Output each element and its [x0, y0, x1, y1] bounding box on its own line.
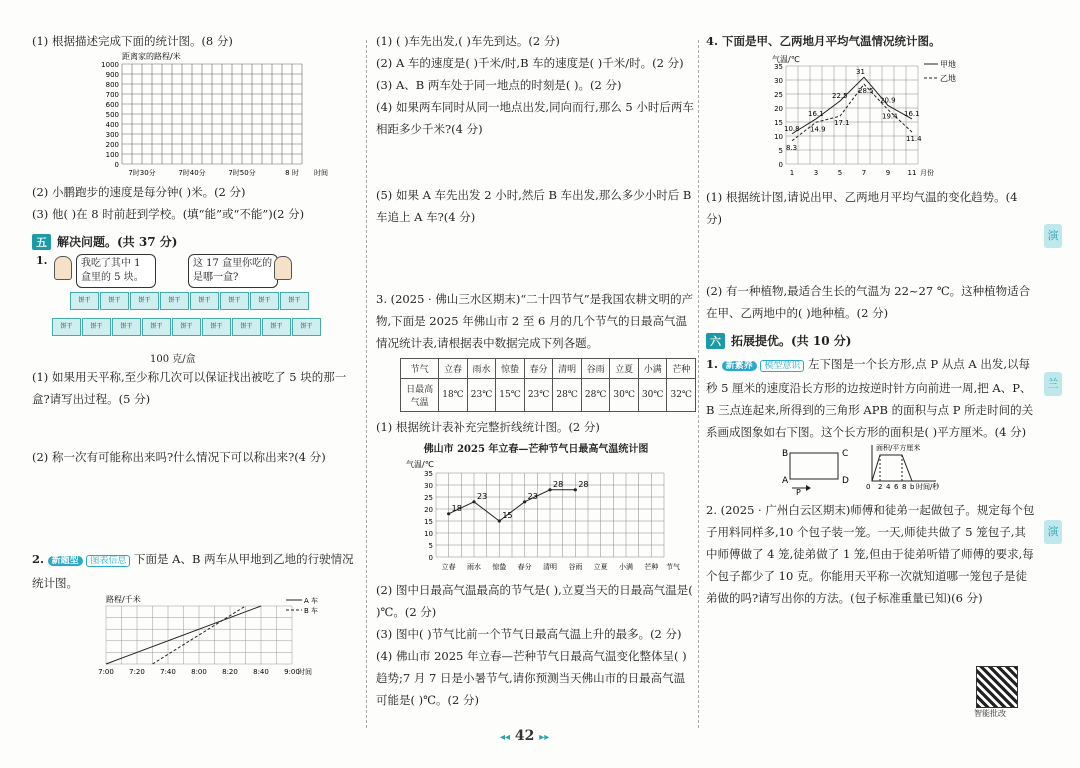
prev-arrow-icon: ◂◂	[500, 732, 511, 743]
table-cell: 28℃	[581, 379, 610, 412]
table-cell: 28℃	[553, 379, 582, 412]
problem-number: 2.	[32, 552, 45, 566]
cookie-box: 饼干	[292, 318, 321, 336]
cookie-box: 饼干	[202, 318, 231, 336]
x-tick: 5	[837, 169, 843, 177]
problem-text: 左下图是一个长方形,点 P 从点 A 出发,以每秒 5 厘米的速度沿长方形的边按逆时针方向前进一周,把 A、P、B 三点连起来,所得到的三角形 APB 的面积与点 P 所走时间的关系画成图象如右下图。这个长方形的面积是( )平方厘米。(4 分)	[706, 357, 1034, 439]
section-badge: 五	[32, 234, 51, 250]
area-tick: 4	[886, 483, 891, 491]
x-tick: 11	[907, 169, 917, 177]
question-text: (1) 如果用天平称,至少称几次可以保证找出被吃了 5 块的那一盒?请写出过程。(5 分)	[32, 370, 347, 406]
y-tick: 25	[424, 494, 433, 502]
table-cell: 23℃	[467, 379, 496, 412]
y-tick: 800	[105, 81, 119, 89]
y-tick: 100	[105, 151, 119, 159]
x-tick: 1	[789, 169, 795, 177]
problem-text: 下面是 A、B 两车从甲地到乙地的行驶情况统计图。	[32, 552, 354, 590]
x-tick: 9:00	[284, 668, 300, 676]
problem-text: 4. 下面是甲、乙两地月平均气温情况统计图。	[706, 34, 941, 48]
y-tick: 10	[774, 133, 783, 141]
x-tick: 8:20	[222, 668, 238, 676]
column-right	[706, 30, 1036, 718]
page-number: 42	[514, 728, 535, 744]
question-text: (3) 他( )在 8 时前赶到学校。(填“能”或“不能”)(2 分)	[32, 207, 305, 221]
axis-label: 节气	[666, 563, 680, 571]
y-tick: 900	[105, 71, 119, 79]
axis-label: 时间	[298, 668, 312, 676]
x-tick: 7:20	[129, 668, 145, 676]
cookie-illustration	[32, 254, 360, 366]
cookie-box: 饼干	[190, 292, 219, 310]
data-label: 28	[578, 479, 589, 489]
qr-code-icon	[976, 666, 1018, 708]
cookie-box: 饼干	[52, 318, 81, 336]
question-text: (1) 根据统计图,请说出甲、乙两地月平均气温的变化趋势。(4 分)	[706, 190, 1018, 226]
question-text: (4) 如果两车同时从同一地点出发,同向而行,那么 5 小时后两车相距多少千米?(4 分)	[376, 100, 694, 136]
table-header-cell: 节气	[401, 359, 439, 379]
cookie-box: 饼干	[82, 318, 111, 336]
x-tick: 惊蛰	[492, 563, 507, 571]
jia-label: 10.8	[784, 124, 800, 133]
x-tick: 小满	[619, 563, 633, 571]
table-cell: 30℃	[638, 379, 667, 412]
qr-label: 智能批改	[974, 709, 1006, 718]
data-point	[523, 500, 526, 503]
x-tick: 7时40分	[178, 169, 206, 177]
data-label: 23	[527, 491, 538, 501]
table-header-cell: 惊蛰	[496, 359, 525, 379]
yi-label: 8.3	[786, 143, 798, 152]
rect-label-c: C	[842, 449, 849, 459]
box-weight: 100 克/盒	[150, 354, 196, 365]
x-tick: 7:40	[160, 668, 176, 676]
x-tick: 立夏	[593, 563, 608, 571]
table-cell: 30℃	[610, 379, 639, 412]
area-tick: 2	[878, 483, 883, 491]
y-tick: 1000	[101, 61, 119, 69]
section-header	[32, 233, 360, 250]
y-tick: 700	[105, 91, 119, 99]
question-text: (2) 小鹏跑步的速度是每分钟( )米。(2 分)	[32, 185, 246, 199]
legend-a: A 车	[304, 597, 319, 605]
yi-label: 28.5	[858, 87, 874, 96]
y-tick: 300	[105, 131, 119, 139]
rect-label-d: D	[842, 476, 849, 486]
x-tick: 8:00	[191, 668, 207, 676]
question-text: (2) 称一次有可能称出来吗?什么情况下可以称出来?(4 分)	[32, 450, 326, 464]
question-text: (2) A 车的速度是( )千米/时,B 车的速度是( )千米/时。(2 分)	[376, 56, 684, 70]
table-header-cell: 雨水	[467, 359, 496, 379]
y-tick: 200	[105, 141, 119, 149]
column-middle	[376, 30, 696, 711]
girl-figure-icon	[54, 256, 72, 280]
cookie-box: 饼干	[130, 292, 159, 310]
tag-new-type: 新题型	[48, 556, 83, 566]
temperature-table	[400, 358, 696, 412]
jia-label: 16.1	[904, 109, 920, 118]
problem-number: 1.	[36, 254, 48, 267]
data-point	[472, 500, 475, 503]
x-tick: 芒种	[644, 563, 659, 571]
section-title: 解决问题。(共 37 分)	[57, 235, 178, 249]
cookie-box: 饼干	[172, 318, 201, 336]
x-tick: 3	[813, 169, 819, 177]
legend-yi: 乙地	[940, 74, 956, 83]
speech-bubble: 这 17 盒里你吃的是哪一盒?	[188, 254, 278, 288]
x-tick: 9	[885, 169, 891, 177]
column-left	[32, 30, 360, 678]
problem-2	[32, 548, 360, 594]
x-tick: 谷雨	[568, 563, 583, 571]
cookie-box: 饼干	[262, 318, 291, 336]
y-tick: 30	[424, 482, 433, 490]
question-text: (2) 有一种植物,最适合生长的气温为 22~27 ℃。这种植物适合在甲、乙两地中的( )地种植。(2 分)	[706, 284, 1031, 320]
table-header-cell: 小满	[638, 359, 667, 379]
table-header-cell: 芒种	[667, 359, 696, 379]
chart-title: 佛山市 2025 年立春—芒种节气日最高气温统计图	[423, 444, 649, 455]
cookie-box: 饼干	[160, 292, 189, 310]
question-text: (4) 佛山市 2025 年立春—芒种节气日最高气温变化整体呈( )趋势;7 月 7 日是小暑节气,请你预测当天佛山市的日最高气温可能是( )℃。(2 分)	[376, 649, 687, 707]
data-point	[447, 512, 450, 515]
question-text: (3) A、B 两车处于同一地点的时刻是( )。(2 分)	[376, 78, 622, 92]
cookie-box: 饼干	[220, 292, 249, 310]
question-text: (2) 图中日最高气温最高的节气是( ),立夏当天的日最高气温是( )℃。(2 分)	[376, 583, 693, 619]
y-tick: 35	[774, 63, 783, 71]
data-label: 23	[477, 491, 488, 501]
column-divider	[698, 40, 699, 728]
rectangle-and-area-diagram	[706, 443, 1026, 495]
y-tick: 500	[105, 111, 119, 119]
x-tick: 7时30分	[128, 169, 156, 177]
section-title: 拓展提优。(共 10 分)	[731, 334, 852, 348]
tag-new-literacy: 新素养	[722, 361, 757, 371]
x-tick: 春分	[517, 563, 532, 571]
section-header	[706, 332, 1036, 349]
area-tick: 6	[894, 483, 899, 491]
cookie-box: 饼干	[112, 318, 141, 336]
boy-figure-icon	[274, 256, 292, 280]
ab-car-chart	[32, 594, 352, 674]
y-tick: 5	[428, 542, 433, 550]
distance-chart	[32, 52, 352, 177]
y-tick: 15	[424, 518, 433, 526]
question-text: (1) 根据描述完成下面的统计图。(8 分)	[32, 34, 233, 48]
area-xlabel: 时间/秒	[916, 483, 940, 491]
problem-1	[706, 353, 1036, 443]
problem-text: 3. (2025 · 佛山三水区期末)“二十四节气”是我国农耕文明的产物,下面是 2025 年佛山市 2 至 6 月的几个节气的日最高气温情况统计表,请根据表中数据完成下列各题。	[376, 292, 694, 350]
problem-text: 2. (2025 · 广州白云区期末)师傅和徒弟一起做包子。规定每个包子用料同样多,10 个包子装一笼。一天,师徒共做了 5 笼包子,其中师傅做了 4 笼,徒弟做了 1 笼,但由于徒弟听错了师傅的要求,每个包子都少了 10 克。你能用天平称一次就知道哪一笼包子是徒弟做的吗?请写出你的方法。(包子标准重量已知)(6 分)	[706, 503, 1035, 605]
yi-label: 11.4	[906, 135, 922, 144]
question-text: (5) 如果 A 车先出发 2 小时,然后 B 车出发,那么多少小时后 B 车追上 A 车?(4 分)	[376, 188, 692, 224]
area-tick: 8	[902, 483, 907, 491]
question-text: (1) 根据统计表补充完整折线统计图。(2 分)	[376, 420, 600, 434]
data-label: 28	[553, 479, 564, 489]
x-tick: 7	[861, 169, 867, 177]
table-cell: 18℃	[439, 379, 468, 412]
question-text: (1) ( )车先出发,( )车先到达。(2 分)	[376, 34, 560, 48]
jia-label: 31	[856, 68, 865, 77]
y-tick: 20	[774, 105, 783, 113]
table-header-cell: 立夏	[610, 359, 639, 379]
x-tick: 8:40	[253, 668, 269, 676]
problem-number: 1.	[706, 357, 719, 371]
y-tick: 0	[778, 161, 783, 169]
x-tick: 清明	[543, 563, 557, 571]
yi-label: 17.1	[834, 119, 850, 128]
question-text: (3) 图中( )节气比前一个节气日最高气温上升的最多。(2 分)	[376, 627, 682, 641]
table-header-cell: 清明	[553, 359, 582, 379]
column-divider	[366, 40, 367, 728]
data-point	[548, 488, 551, 491]
side-tab: 演	[1044, 520, 1062, 544]
cookie-box: 饼干	[250, 292, 279, 310]
cookie-box: 饼干	[70, 292, 99, 310]
cookie-box: 饼干	[280, 292, 309, 310]
cookie-box: 饼干	[100, 292, 129, 310]
yi-label: 19.4	[882, 112, 898, 121]
x-tick: 雨水	[467, 563, 481, 571]
x-tick: 7:00	[98, 668, 114, 676]
page-number-bar	[500, 728, 549, 744]
axis-label: 时间	[314, 169, 328, 177]
data-label: 18	[451, 503, 462, 513]
y-tick: 20	[424, 506, 433, 514]
table-header-cell: 谷雨	[581, 359, 610, 379]
axis-label: 气温/℃	[772, 55, 800, 64]
x-tick: 7时50分	[228, 169, 256, 177]
side-tab: 兰	[1044, 372, 1062, 396]
jia-label: 16.1	[808, 109, 824, 118]
temperature-line-chart	[376, 457, 696, 575]
y-tick: 0	[114, 161, 119, 169]
table-header-cell: 春分	[524, 359, 553, 379]
section-badge: 六	[706, 333, 725, 349]
axis-label: 月份	[920, 169, 934, 177]
table-cell: 32℃	[667, 379, 696, 412]
y-tick: 400	[105, 121, 119, 129]
cookie-boxes	[60, 292, 330, 344]
table-row-label: 日最高气温	[401, 379, 439, 412]
data-label: 15	[502, 511, 513, 520]
y-tick: 600	[105, 101, 119, 109]
side-tab: 演	[1044, 224, 1062, 248]
table-header-cell: 立春	[439, 359, 468, 379]
y-tick: 35	[424, 470, 433, 478]
x-tick: 8 时	[285, 169, 299, 177]
jia-label: 22.5	[832, 92, 848, 100]
y-tick: 10	[424, 530, 433, 538]
two-city-temperature-chart	[706, 52, 956, 182]
data-point	[498, 519, 501, 522]
data-point	[574, 488, 577, 491]
y-tick: 30	[774, 77, 783, 85]
speech-bubble: 我吃了其中 1 盒里的 5 块。	[76, 254, 156, 288]
legend-b: B 车	[304, 607, 319, 615]
tag-chart-info: 图表信息	[86, 555, 130, 567]
y-tick: 15	[774, 119, 783, 127]
next-arrow-icon: ▸▸	[539, 732, 550, 743]
cookie-box: 饼干	[142, 318, 171, 336]
area-origin: 0	[866, 483, 871, 491]
y-tick: 25	[774, 91, 783, 99]
rect-label-p: P	[796, 488, 801, 497]
y-tick: 0	[428, 554, 433, 562]
table-cell: 23℃	[524, 379, 553, 412]
axis-label: 路程/千米	[106, 595, 141, 604]
tag-model-awareness: 模型意识	[760, 360, 804, 372]
rect-label-b: B	[782, 449, 789, 459]
x-tick: 立春	[441, 563, 456, 571]
jia-label: 20.9	[880, 96, 896, 105]
axis-label: 距离家的路程/米	[122, 52, 181, 61]
legend-jia: 甲地	[940, 60, 956, 69]
axis-label: 气温/℃	[406, 460, 434, 469]
cookie-box: 饼干	[232, 318, 261, 336]
table-cell: 15℃	[496, 379, 525, 412]
yi-label: 14.9	[810, 125, 826, 134]
area-ylabel: 面积/平方厘米	[876, 444, 921, 452]
area-tick-b: b	[910, 483, 915, 491]
y-tick: 5	[778, 147, 783, 155]
rect-label-a: A	[782, 476, 789, 486]
